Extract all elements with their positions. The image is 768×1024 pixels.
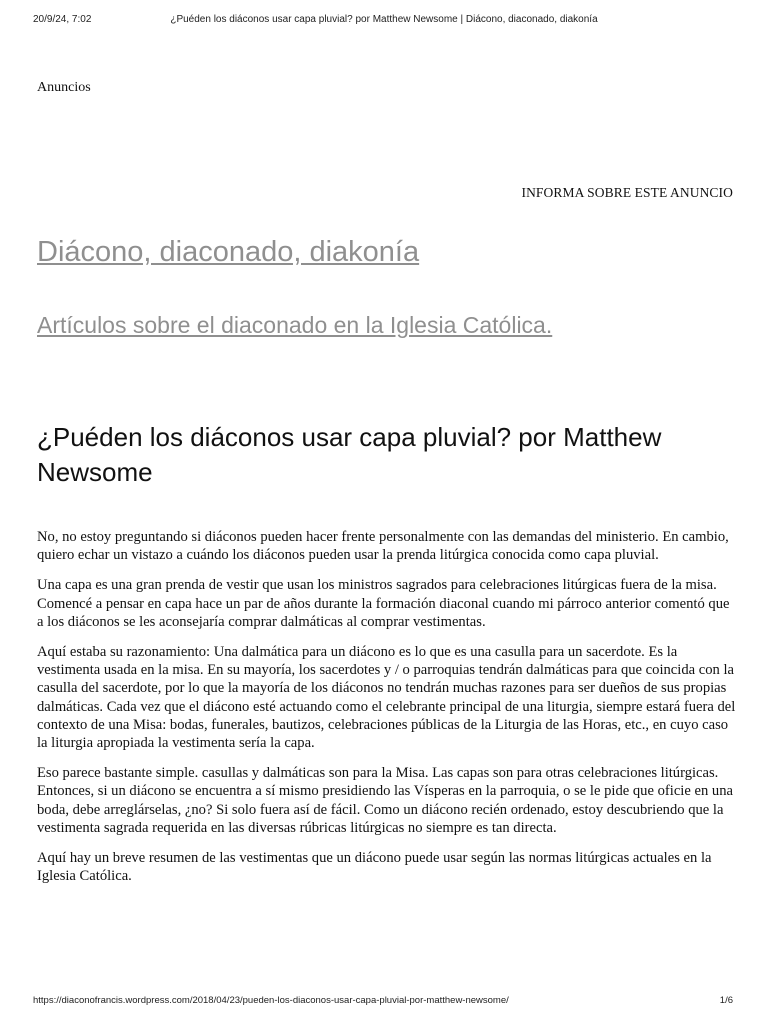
report-ad-link[interactable]: INFORMA SOBRE ESTE ANUNCIO	[521, 185, 733, 200]
post-paragraph: Una capa es una gran prenda de vestir que usan los ministros sagrados para celebraciones litúrgicas fuera de la misa. Comencé a pensar en capa hace un par de años durante la formación diaconal cuando mi párroco anterior comentó que a los diáconos se les aconsejaría comprar dalmáticas al comprar vestimentas.	[37, 577, 730, 630]
print-header	[0, 14, 768, 30]
post-body	[37, 528, 737, 897]
print-footer	[0, 995, 768, 1009]
site-title-link[interactable]: Diácono, diaconado, diakonía	[37, 236, 420, 268]
page-number: 1/6	[719, 995, 733, 1006]
post-paragraph: No, no estoy preguntando si diáconos pueden hacer frente personalmente con las demandas del ministerio. En cambio, quiero echar un vistazo a cuándo los diáconos pueden usar la prenda litúrgica conocida como capa pluvial.	[37, 529, 729, 564]
print-date: 20/9/24, 7:02	[33, 14, 92, 25]
post-paragraph: Aquí estaba su razonamiento: Una dalmática para un diácono es lo que es una casulla para un sacerdote. Es la vestimenta usada en la misa. En su mayoría, los sacerdotes y / o parroquias tendrán dalmáticas para que coincida con la casulla del sacerdote, por lo que la mayoría de los diáconos no tendrán muchas razones para ser dueños de sus propias dalmáticas. Cada vez que el diácono esté actuando como el celebrante principal de una liturgia, siempre estará fuera del contexto de una Misa: bodas, funerales, bautizos, celebraciones públicas de la Liturgia de las Horas, etc., en cuyo caso la liturgia apropiada la vestimenta sería la capa.	[37, 644, 736, 752]
site-description-link[interactable]: Artículos sobre el diaconado en la Iglesia Católica.	[37, 312, 553, 338]
print-url: https://diaconofrancis.wordpress.com/2018/04/23/pueden-los-diaconos-usar-capa-pluvial-por-matthew-newsome/	[33, 995, 509, 1006]
ads-label: Anuncios	[37, 80, 91, 95]
print-page-title: ¿Puéden los diáconos usar capa pluvial? por Matthew Newsome | Diácono, diaconado, diakonía	[170, 14, 598, 25]
post-title: ¿Puéden los diáconos usar capa pluvial? por Matthew Newsome	[37, 422, 662, 487]
post-paragraph: Aquí hay un breve resumen de las vestimentas que un diácono puede usar según las normas litúrgicas actuales en la Iglesia Católica.	[37, 850, 712, 885]
post-paragraph: Eso parece bastante simple. casullas y dalmáticas son para la Misa. Las capas son para otras celebraciones litúrgicas. Entonces, si un diácono se encuentra a sí mismo presidiendo las Vísperas en la parroquia, o se le pide que oficie en una boda, debe arreglárselas, ¿no? Si solo fuera así de fácil. Como un diácono recién ordenado, estoy descubriendo que la vestimenta sagrada requerida en las diversas rúbricas litúrgicas no siempre es tan directa.	[37, 765, 733, 836]
